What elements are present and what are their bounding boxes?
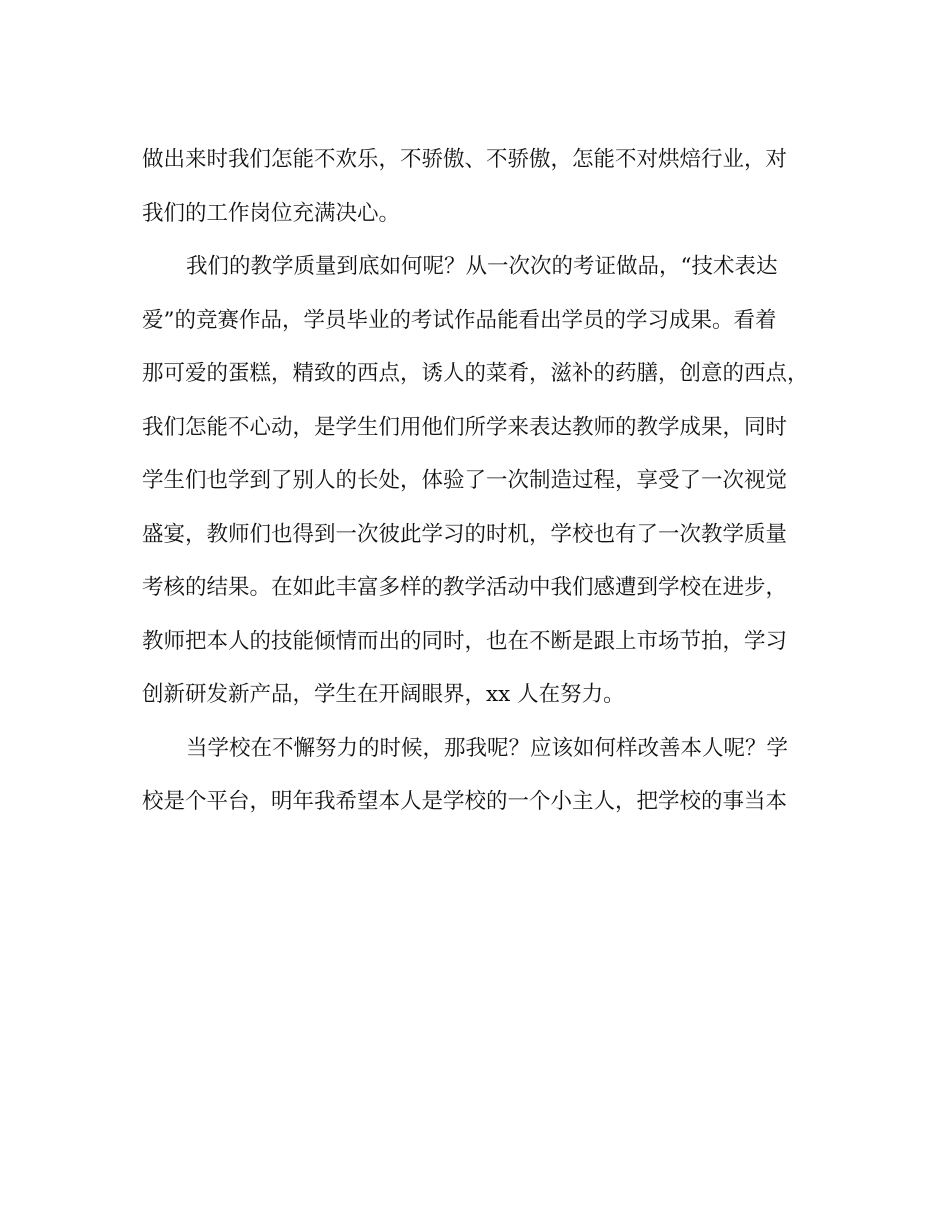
document-body — [142, 133, 810, 829]
text-line: 做出来时我们怎能不欢乐，不骄傲、不骄傲，怎能不对烘焙行业，对 — [142, 147, 788, 172]
text-line: 那可爱的蛋糕，精致的西点，诱人的菜肴，滋补的药膳，创意的西点， — [142, 361, 809, 386]
paragraph-start-line: 我们的教学质量到底如何呢？从一次次的考证做品，“技术表达 — [186, 254, 778, 279]
text-line: 爱”的竞赛作品，学员毕业的考试作品能看出学员的学习成果。看着 — [142, 307, 777, 333]
text-line: 盛宴，教师们也得到一次彼此学习的时机，学校也有了一次教学质量 — [142, 521, 788, 547]
text-line: 我们的工作岗位充满决心。 — [142, 200, 401, 226]
text-line: 教师把本人的技能倾情而出的同时，也在不断是跟上市场节拍，学习 — [142, 628, 788, 654]
text-line: 我们怎能不心动，是学生们用他们所学来表达教师的教学成果，同时 — [142, 414, 788, 440]
text-line: 创新研发新产品，学生在开阔眼界，xx 人在努力。 — [142, 682, 625, 707]
text-line: 学生们也学到了别人的长处，体验了一次制造过程，享受了一次视觉 — [142, 468, 788, 493]
paragraph-start-line: 当学校在不懈努力的时候，那我呢？应该如何样改善本人呢？学 — [186, 735, 789, 761]
text-line: 校是个平台，明年我希望本人是学校的一个小主人，把学校的事当本 — [142, 789, 788, 814]
text-line: 考核的结果。在如此丰富多样的教学活动中我们感遭到学校在进步， — [142, 575, 788, 600]
